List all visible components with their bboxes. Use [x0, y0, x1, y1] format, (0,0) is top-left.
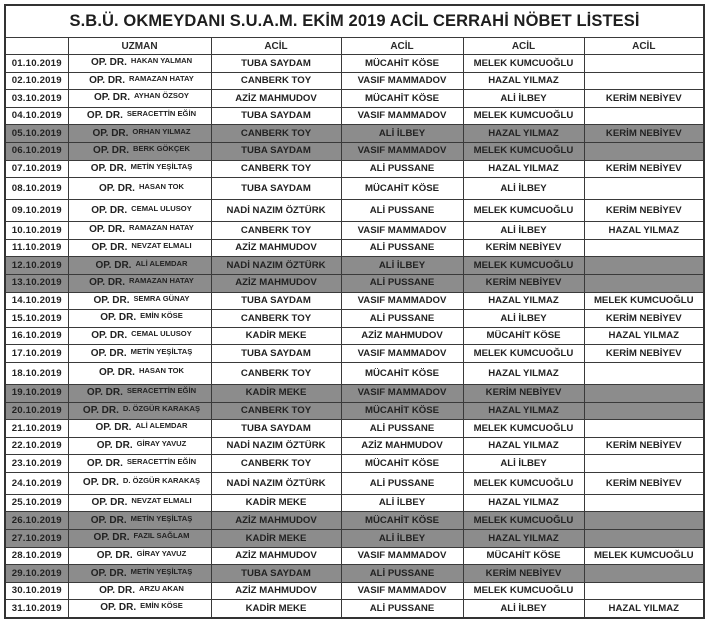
acil-cell-4: [584, 582, 704, 600]
uzman-cell: [68, 512, 211, 530]
date-cell: 15.10.2019: [5, 310, 68, 328]
date-cell: 08.10.2019: [5, 178, 68, 200]
table-row: [5, 178, 704, 200]
uzman-name: SERACETTİN EĞİN: [126, 456, 197, 466]
acil-cell-4: KERİM NEBİYEV: [584, 345, 704, 363]
acil-cell-3: HAZAL YILMAZ: [463, 494, 584, 512]
acil-cell-4: [584, 55, 704, 73]
table-row: [5, 160, 704, 178]
uzman-cell: [68, 327, 211, 345]
header-acil-3: ACİL: [463, 38, 584, 55]
acil-cell-3: MELEK KUMCUOĞLU: [463, 142, 584, 160]
acil-cell-1: CANBERK TOY: [211, 72, 341, 90]
acil-cell-2: ALİ İLBEY: [341, 530, 463, 548]
table-row: [5, 455, 704, 473]
uzman-name: CEMAL ULUSOY: [131, 203, 192, 213]
acil-cell-1: TUBA SAYDAM: [211, 565, 341, 583]
acil-cell-4: KERİM NEBİYEV: [584, 160, 704, 178]
acil-cell-3: KERİM NEBİYEV: [463, 565, 584, 583]
uzman-name: EMİN KÖSE: [140, 601, 183, 611]
uzman-cell: [68, 547, 211, 565]
acil-cell-2: MÜCAHİT KÖSE: [341, 512, 463, 530]
acil-cell-1: AZİZ MAHMUDOV: [211, 274, 341, 292]
uzman-name: METİN YEŞİLTAŞ: [130, 566, 193, 576]
acil-cell-2: VASIF MAMMADOV: [341, 384, 463, 402]
table-row: [5, 90, 704, 108]
acil-cell-3: MELEK KUMCUOĞLU: [463, 200, 584, 222]
uzman-name: METİN YEŞİLTAŞ: [130, 513, 193, 523]
acil-cell-4: HAZAL YILMAZ: [584, 327, 704, 345]
acil-cell-3: ALİ İLBEY: [463, 310, 584, 328]
uzman-cell: [68, 530, 211, 548]
date-cell: 18.10.2019: [5, 362, 68, 384]
title-prefix: OP. DR.: [91, 330, 128, 342]
acil-cell-2: ALİ PUSSANE: [341, 420, 463, 438]
acil-cell-4: [584, 494, 704, 512]
acil-cell-3: MÜCAHİT KÖSE: [463, 327, 584, 345]
title-prefix: OP. DR.: [91, 497, 128, 509]
date-cell: 10.10.2019: [5, 222, 68, 240]
acil-cell-4: [584, 530, 704, 548]
acil-cell-3: ALİ İLBEY: [463, 455, 584, 473]
acil-cell-3: ALİ İLBEY: [463, 90, 584, 108]
acil-cell-2: ALİ İLBEY: [341, 257, 463, 275]
acil-cell-1: TUBA SAYDAM: [211, 142, 341, 160]
date-cell: 09.10.2019: [5, 200, 68, 222]
uzman-name: ORHAN YILMAZ: [132, 126, 191, 136]
table-row: [5, 362, 704, 384]
uzman-name: GİRAY YAVUZ: [136, 438, 187, 448]
uzman-cell: [68, 274, 211, 292]
acil-cell-3: MELEK KUMCUOĞLU: [463, 582, 584, 600]
title-prefix: OP. DR.: [90, 567, 127, 579]
acil-cell-4: HAZAL YILMAZ: [584, 222, 704, 240]
acil-cell-2: ALİ İLBEY: [341, 494, 463, 512]
uzman-name: HASAN TOK: [138, 181, 184, 191]
title-prefix: OP. DR.: [95, 422, 132, 434]
date-cell: 03.10.2019: [5, 90, 68, 108]
table-row: [5, 239, 704, 257]
uzman-cell: [68, 107, 211, 125]
title-prefix: OP. DR.: [82, 477, 119, 489]
uzman-name: AYHAN ÖZSOY: [133, 91, 189, 101]
acil-cell-2: ALİ PUSSANE: [341, 239, 463, 257]
acil-cell-1: CANBERK TOY: [211, 160, 341, 178]
acil-cell-1: TUBA SAYDAM: [211, 292, 341, 310]
table-row: [5, 600, 704, 618]
acil-cell-2: ALİ PUSSANE: [341, 600, 463, 618]
acil-cell-2: ALİ İLBEY: [341, 125, 463, 143]
uzman-name: GİRAY YAVUZ: [136, 548, 187, 558]
date-cell: 22.10.2019: [5, 437, 68, 455]
uzman-cell: [68, 384, 211, 402]
date-cell: 30.10.2019: [5, 582, 68, 600]
acil-cell-2: MÜCAHİT KÖSE: [341, 178, 463, 200]
acil-cell-4: [584, 257, 704, 275]
title-prefix: OP. DR.: [99, 367, 135, 379]
table-row: [5, 274, 704, 292]
acil-cell-3: MELEK KUMCUOĞLU: [463, 472, 584, 494]
table-row: [5, 530, 704, 548]
uzman-name: RAMAZAN HATAY: [129, 223, 194, 233]
title-prefix: OP. DR.: [89, 277, 126, 289]
uzman-cell: [68, 455, 211, 473]
acil-cell-2: MÜCAHİT KÖSE: [341, 362, 463, 384]
uzman-name: D. ÖZGÜR KARAKAŞ: [122, 476, 201, 486]
table-row: [5, 345, 704, 363]
uzman-cell: [68, 600, 211, 618]
acil-cell-3: KERİM NEBİYEV: [463, 239, 584, 257]
title-prefix: OP. DR.: [99, 182, 135, 194]
table-row: [5, 582, 704, 600]
title-prefix: OP. DR.: [91, 242, 128, 254]
title-prefix: OP. DR.: [95, 259, 132, 271]
table-row: [5, 55, 704, 73]
acil-cell-4: [584, 178, 704, 200]
acil-cell-1: AZİZ MAHMUDOV: [211, 239, 341, 257]
date-cell: 29.10.2019: [5, 565, 68, 583]
acil-cell-1: CANBERK TOY: [211, 402, 341, 420]
uzman-cell: [68, 125, 211, 143]
uzman-name: EMİN KÖSE: [140, 311, 183, 321]
acil-cell-4: [584, 565, 704, 583]
acil-cell-1: AZİZ MAHMUDOV: [211, 90, 341, 108]
acil-cell-3: HAZAL YILMAZ: [463, 437, 584, 455]
acil-cell-2: ALİ PUSSANE: [341, 472, 463, 494]
acil-cell-1: KADİR MEKE: [211, 530, 341, 548]
table-row: [5, 384, 704, 402]
uzman-name: NEVZAT ELMALI: [131, 496, 192, 506]
acil-cell-1: CANBERK TOY: [211, 310, 341, 328]
roster-body: [5, 55, 704, 618]
date-cell: 23.10.2019: [5, 455, 68, 473]
acil-cell-4: [584, 142, 704, 160]
title-prefix: OP. DR.: [96, 549, 133, 561]
uzman-cell: [68, 257, 211, 275]
acil-cell-1: CANBERK TOY: [211, 125, 341, 143]
acil-cell-2: VASIF MAMMADOV: [341, 72, 463, 90]
uzman-cell: [68, 292, 211, 310]
acil-cell-2: AZİZ MAHMUDOV: [341, 437, 463, 455]
acil-cell-2: ALİ PUSSANE: [341, 200, 463, 222]
uzman-name: RAMAZAN HATAY: [129, 276, 194, 286]
acil-cell-4: [584, 72, 704, 90]
title-prefix: OP. DR.: [93, 532, 130, 544]
acil-cell-4: KERİM NEBİYEV: [584, 472, 704, 494]
acil-cell-3: KERİM NEBİYEV: [463, 274, 584, 292]
acil-cell-4: KERİM NEBİYEV: [584, 437, 704, 455]
uzman-cell: [68, 420, 211, 438]
acil-cell-1: KADİR MEKE: [211, 327, 341, 345]
uzman-name: BERK GÖKÇEK: [132, 144, 190, 154]
uzman-cell: [68, 565, 211, 583]
acil-cell-4: [584, 107, 704, 125]
acil-cell-4: MELEK KUMCUOĞLU: [584, 292, 704, 310]
acil-cell-2: MÜCAHİT KÖSE: [341, 90, 463, 108]
table-row: [5, 72, 704, 90]
table-row: [5, 547, 704, 565]
uzman-cell: [68, 200, 211, 222]
date-cell: 26.10.2019: [5, 512, 68, 530]
title-prefix: OP. DR.: [99, 585, 136, 597]
acil-cell-1: NADİ NAZIM ÖZTÜRK: [211, 472, 341, 494]
acil-cell-4: [584, 455, 704, 473]
acil-cell-3: MELEK KUMCUOĞLU: [463, 420, 584, 438]
uzman-name: HAKAN YALMAN: [130, 56, 193, 66]
title-prefix: OP. DR.: [86, 457, 123, 469]
date-cell: 06.10.2019: [5, 142, 68, 160]
date-cell: 27.10.2019: [5, 530, 68, 548]
acil-cell-2: VASIF MAMMADOV: [341, 142, 463, 160]
uzman-name: FAZIL SAĞLAM: [133, 531, 190, 541]
acil-cell-1: AZİZ MAHMUDOV: [211, 512, 341, 530]
acil-cell-2: MÜCAHİT KÖSE: [341, 55, 463, 73]
acil-cell-1: TUBA SAYDAM: [211, 55, 341, 73]
date-cell: 14.10.2019: [5, 292, 68, 310]
date-cell: 07.10.2019: [5, 160, 68, 178]
acil-cell-4: MELEK KUMCUOĞLU: [584, 547, 704, 565]
acil-cell-1: NADİ NAZIM ÖZTÜRK: [211, 437, 341, 455]
acil-cell-1: AZİZ MAHMUDOV: [211, 582, 341, 600]
table-row: [5, 142, 704, 160]
header-acil-2: ACİL: [341, 38, 463, 55]
uzman-name: ARZU AKAN: [139, 584, 184, 594]
acil-cell-3: MÜCAHİT KÖSE: [463, 547, 584, 565]
header-uzman: UZMAN: [68, 38, 211, 55]
title-prefix: OP. DR.: [90, 57, 127, 69]
title-prefix: OP. DR.: [90, 347, 127, 359]
acil-cell-4: [584, 239, 704, 257]
date-cell: 16.10.2019: [5, 327, 68, 345]
table-row: [5, 222, 704, 240]
date-cell: 21.10.2019: [5, 420, 68, 438]
acil-cell-2: VASIF MAMMADOV: [341, 292, 463, 310]
uzman-cell: [68, 362, 211, 384]
table-row: [5, 565, 704, 583]
uzman-cell: [68, 142, 211, 160]
uzman-cell: [68, 345, 211, 363]
uzman-cell: [68, 310, 211, 328]
uzman-name: SERACETTİN EĞİN: [126, 386, 197, 396]
date-cell: 11.10.2019: [5, 239, 68, 257]
uzman-cell: [68, 239, 211, 257]
table-row: [5, 420, 704, 438]
table-row: [5, 125, 704, 143]
title-prefix: OP. DR.: [100, 602, 137, 614]
date-cell: 04.10.2019: [5, 107, 68, 125]
acil-cell-2: ALİ PUSSANE: [341, 274, 463, 292]
table-row: [5, 200, 704, 222]
acil-cell-3: HAZAL YILMAZ: [463, 72, 584, 90]
acil-cell-3: HAZAL YILMAZ: [463, 160, 584, 178]
uzman-name: NEVZAT ELMALI: [131, 241, 192, 251]
duty-roster-table: [4, 4, 705, 619]
title-prefix: OP. DR.: [94, 92, 130, 104]
acil-cell-1: TUBA SAYDAM: [211, 107, 341, 125]
acil-cell-2: ALİ PUSSANE: [341, 160, 463, 178]
title-row: [5, 5, 704, 38]
acil-cell-3: HAZAL YILMAZ: [463, 292, 584, 310]
acil-cell-2: ALİ PUSSANE: [341, 565, 463, 583]
page-title: S.B.Ü. OKMEYDANI S.U.A.M. EKİM 2019 ACİL CERRAHİ NÖBET LİSTESİ: [5, 5, 704, 38]
acil-cell-1: NADİ NAZIM ÖZTÜRK: [211, 257, 341, 275]
acil-cell-4: KERİM NEBİYEV: [584, 125, 704, 143]
acil-cell-1: KADİR MEKE: [211, 600, 341, 618]
title-prefix: OP. DR.: [82, 404, 119, 416]
title-prefix: OP. DR.: [86, 110, 123, 122]
uzman-name: METİN YEŞİLTAŞ: [130, 346, 193, 356]
uzman-cell: [68, 160, 211, 178]
uzman-name: RAMAZAN HATAY: [129, 73, 194, 83]
acil-cell-4: HAZAL YILMAZ: [584, 600, 704, 618]
date-cell: 02.10.2019: [5, 72, 68, 90]
acil-cell-2: AZİZ MAHMUDOV: [341, 327, 463, 345]
uzman-name: ALİ ALEMDAR: [135, 258, 188, 268]
acil-cell-4: KERİM NEBİYEV: [584, 310, 704, 328]
table-row: [5, 402, 704, 420]
date-cell: 20.10.2019: [5, 402, 68, 420]
acil-cell-2: VASIF MAMMADOV: [341, 222, 463, 240]
acil-cell-4: [584, 362, 704, 384]
uzman-cell: [68, 55, 211, 73]
uzman-name: D. ÖZGÜR KARAKAŞ: [122, 403, 201, 413]
acil-cell-4: [584, 274, 704, 292]
acil-cell-3: HAZAL YILMAZ: [463, 402, 584, 420]
date-cell: 12.10.2019: [5, 257, 68, 275]
acil-cell-1: KADİR MEKE: [211, 494, 341, 512]
date-cell: 31.10.2019: [5, 600, 68, 618]
title-prefix: OP. DR.: [86, 387, 123, 399]
acil-cell-2: MÜCAHİT KÖSE: [341, 455, 463, 473]
acil-cell-2: ALİ PUSSANE: [341, 310, 463, 328]
acil-cell-1: KADİR MEKE: [211, 384, 341, 402]
uzman-cell: [68, 222, 211, 240]
table-row: [5, 494, 704, 512]
uzman-name: SERACETTİN EĞİN: [126, 109, 197, 119]
acil-cell-3: MELEK KUMCUOĞLU: [463, 257, 584, 275]
acil-cell-1: CANBERK TOY: [211, 362, 341, 384]
acil-cell-4: [584, 420, 704, 438]
acil-cell-1: TUBA SAYDAM: [211, 178, 341, 200]
acil-cell-2: MÜCAHİT KÖSE: [341, 402, 463, 420]
acil-cell-2: VASIF MAMMADOV: [341, 345, 463, 363]
acil-cell-1: CANBERK TOY: [211, 455, 341, 473]
uzman-cell: [68, 72, 211, 90]
title-prefix: OP. DR.: [96, 439, 133, 451]
acil-cell-3: KERİM NEBİYEV: [463, 384, 584, 402]
title-prefix: OP. DR.: [89, 74, 126, 86]
acil-cell-3: MELEK KUMCUOĞLU: [463, 55, 584, 73]
table-row: [5, 107, 704, 125]
acil-cell-3: ALİ İLBEY: [463, 222, 584, 240]
date-cell: 05.10.2019: [5, 125, 68, 143]
acil-cell-3: MELEK KUMCUOĞLU: [463, 345, 584, 363]
uzman-cell: [68, 582, 211, 600]
uzman-name: METİN YEŞİLTAŞ: [130, 161, 193, 171]
uzman-name: ALİ ALEMDAR: [135, 421, 188, 431]
acil-cell-1: AZİZ MAHMUDOV: [211, 547, 341, 565]
uzman-cell: [68, 90, 211, 108]
title-prefix: OP. DR.: [90, 162, 127, 174]
header-date: [5, 38, 68, 55]
acil-cell-1: TUBA SAYDAM: [211, 420, 341, 438]
table-row: [5, 472, 704, 494]
date-cell: 13.10.2019: [5, 274, 68, 292]
header-acil-1: ACİL: [211, 38, 341, 55]
acil-cell-2: VASIF MAMMADOV: [341, 582, 463, 600]
title-prefix: OP. DR.: [89, 224, 126, 236]
date-cell: 01.10.2019: [5, 55, 68, 73]
acil-cell-4: [584, 512, 704, 530]
date-cell: 24.10.2019: [5, 472, 68, 494]
acil-cell-4: KERİM NEBİYEV: [584, 90, 704, 108]
date-cell: 28.10.2019: [5, 547, 68, 565]
uzman-name: HASAN TOK: [138, 366, 184, 376]
title-prefix: OP. DR.: [93, 145, 129, 157]
date-cell: 19.10.2019: [5, 384, 68, 402]
header-row: [5, 38, 704, 55]
acil-cell-2: VASIF MAMMADOV: [341, 107, 463, 125]
acil-cell-1: TUBA SAYDAM: [211, 345, 341, 363]
table-row: [5, 437, 704, 455]
acil-cell-1: CANBERK TOY: [211, 222, 341, 240]
acil-cell-3: HAZAL YILMAZ: [463, 362, 584, 384]
uzman-cell: [68, 472, 211, 494]
acil-cell-3: MELEK KUMCUOĞLU: [463, 107, 584, 125]
table-row: [5, 512, 704, 530]
title-prefix: OP. DR.: [93, 294, 130, 306]
acil-cell-4: [584, 384, 704, 402]
date-cell: 25.10.2019: [5, 494, 68, 512]
acil-cell-3: MELEK KUMCUOĞLU: [463, 512, 584, 530]
uzman-name: CEMAL ULUSOY: [131, 329, 192, 339]
title-prefix: OP. DR.: [90, 514, 127, 526]
table-row: [5, 292, 704, 310]
header-acil-4: ACİL: [584, 38, 704, 55]
table-row: [5, 327, 704, 345]
acil-cell-3: HAZAL YILMAZ: [463, 530, 584, 548]
acil-cell-3: ALİ İLBEY: [463, 600, 584, 618]
acil-cell-3: HAZAL YILMAZ: [463, 125, 584, 143]
title-prefix: OP. DR.: [92, 127, 129, 139]
uzman-cell: [68, 402, 211, 420]
table-row: [5, 257, 704, 275]
acil-cell-4: [584, 402, 704, 420]
uzman-cell: [68, 178, 211, 200]
acil-cell-2: VASIF MAMMADOV: [341, 547, 463, 565]
acil-cell-1: NADİ NAZIM ÖZTÜRK: [211, 200, 341, 222]
acil-cell-4: KERİM NEBİYEV: [584, 200, 704, 222]
uzman-cell: [68, 494, 211, 512]
date-cell: 17.10.2019: [5, 345, 68, 363]
title-prefix: OP. DR.: [100, 312, 137, 324]
table-row: [5, 310, 704, 328]
title-prefix: OP. DR.: [91, 204, 128, 216]
uzman-name: SEMRA GÜNAY: [133, 293, 190, 303]
uzman-cell: [68, 437, 211, 455]
acil-cell-3: ALİ İLBEY: [463, 178, 584, 200]
